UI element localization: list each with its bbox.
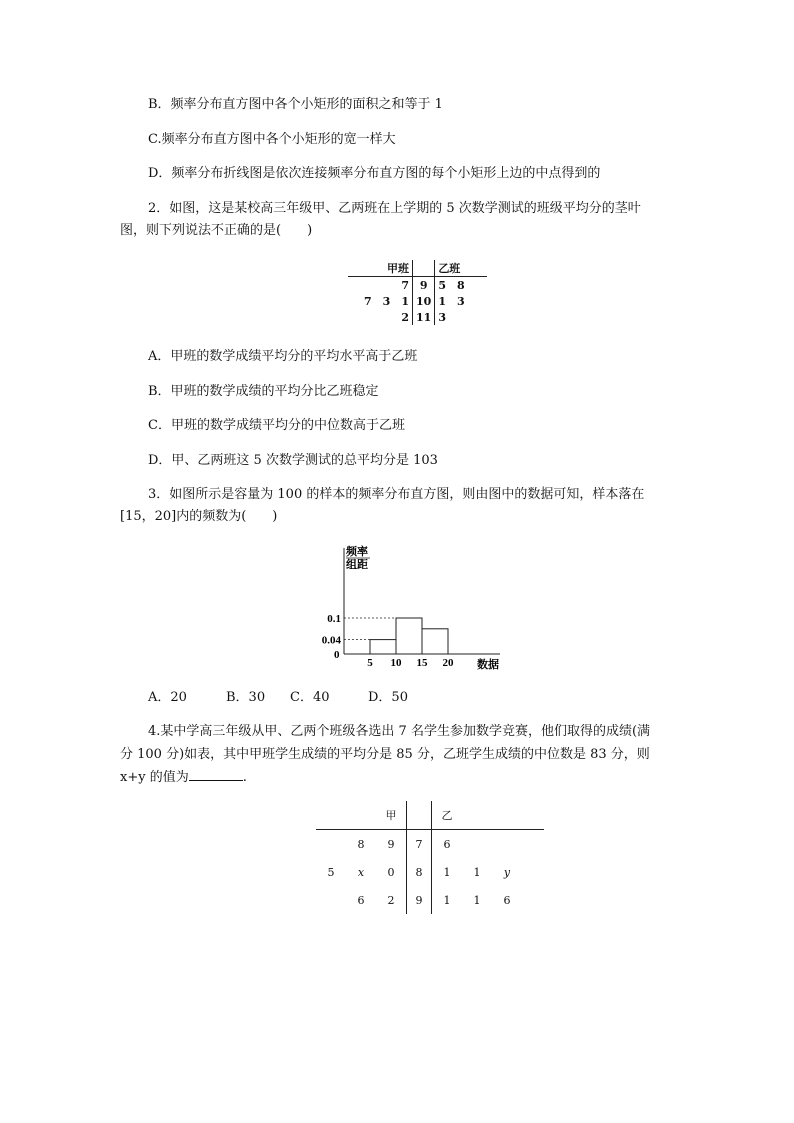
q2-option-c: C．甲班的数学成绩平均分的中位数高于乙班 bbox=[148, 418, 405, 433]
table-cell: 2 bbox=[387, 893, 395, 907]
stem-leaf-right-leaves: 1 3 bbox=[438, 295, 465, 308]
score-stem-leaf-table bbox=[316, 801, 544, 914]
table-cell: 8 bbox=[357, 837, 365, 851]
q4-stem-line3 bbox=[120, 768, 247, 786]
stem-leaf-stem: 9 bbox=[413, 277, 435, 294]
table-cell bbox=[492, 830, 522, 859]
stem-leaf-stem: 10 bbox=[413, 293, 435, 309]
x-tick-label: 15 bbox=[416, 657, 428, 669]
answer-blank bbox=[189, 768, 243, 781]
q4-line3-period: . bbox=[242, 770, 247, 785]
table-head-right: 乙 bbox=[432, 801, 463, 830]
table-stem: 9 bbox=[407, 886, 432, 914]
table-cell bbox=[316, 830, 346, 859]
q2-stem-line1: 2．如图，这是某校高三年级甲、乙两班在上学期的 5 次数学测试的班级平均分的茎叶 bbox=[148, 201, 641, 216]
histogram-bar bbox=[422, 629, 448, 654]
y-axis-label-top: 频率 bbox=[346, 546, 368, 558]
table-cell bbox=[316, 886, 346, 914]
stem-leaf-left-leaves: 7 3 1 bbox=[364, 295, 409, 308]
y-tick-label: 0.1 bbox=[327, 613, 341, 625]
table-cell: 6 bbox=[503, 893, 511, 907]
stem-leaf-right-leaves: 5 8 bbox=[438, 279, 465, 292]
q1-option-c: C.频率分布直方图中各个小矩形的宽一样大 bbox=[148, 132, 396, 147]
x-tick-label: 10 bbox=[390, 657, 402, 669]
table-cell: 6 bbox=[357, 893, 365, 907]
x-axis-label: 数据 bbox=[477, 659, 499, 670]
origin-label: 0 bbox=[334, 649, 340, 661]
stem-leaf-head-left: 甲班 bbox=[348, 260, 413, 277]
q3-option-c: C．40 bbox=[290, 690, 330, 705]
q1-option-b: B．频率分布直方图中各个小矩形的面积之和等于 1 bbox=[148, 97, 443, 112]
stem-leaf-head-right: 乙班 bbox=[435, 260, 488, 277]
stem-leaf-right-leaves: 3 bbox=[438, 310, 446, 324]
q4-line3-text: x+y 的值为 bbox=[120, 770, 189, 785]
table-cell: 1 bbox=[473, 893, 481, 907]
q2-option-b: B．甲班的数学成绩的平均分比乙班稳定 bbox=[148, 384, 379, 399]
table-cell: 1 bbox=[473, 865, 481, 879]
table-stem: 8 bbox=[407, 858, 432, 886]
table-cell: 1 bbox=[443, 893, 451, 907]
stem-leaf-left-leaves: 7 bbox=[401, 278, 409, 292]
x-tick-label: 20 bbox=[442, 657, 454, 669]
table-cell bbox=[462, 830, 492, 859]
q3-option-a: A．20 bbox=[148, 690, 187, 705]
x-tick-label: 5 bbox=[367, 657, 373, 669]
table-cell: 9 bbox=[387, 837, 395, 851]
q1-option-d: D．频率分布折线图是依次连接频率分布直方图的每个小矩形上边的中点得到的 bbox=[148, 166, 601, 181]
q4-stem-line2: 分 100 分)如表，其中甲班学生成绩的平均分是 85 分，乙班学生成绩的中位数是 83 分，则 bbox=[120, 747, 650, 762]
stem-leaf-stem: 11 bbox=[413, 309, 435, 325]
q4-stem-line1: 4.某中学高三年级从甲、乙两个班级各选出 7 名学生参加数学竞赛，他们取得的成绩(满 bbox=[148, 724, 651, 739]
frequency-histogram bbox=[318, 540, 508, 670]
y-axis-label-bottom: 组距 bbox=[346, 559, 368, 571]
stem-leaf-left-leaves: 2 bbox=[401, 310, 409, 324]
q3-option-d: D．50 bbox=[368, 690, 408, 705]
stem-leaf-plot bbox=[348, 260, 487, 325]
table-cell: 0 bbox=[387, 865, 395, 879]
histogram-bar bbox=[396, 618, 422, 654]
q3-option-b: B．30 bbox=[226, 690, 266, 705]
q3-stem-line2: [15，20]内的频数为( ) bbox=[120, 509, 278, 524]
table-cell: 1 bbox=[443, 865, 451, 879]
table-cell: 6 bbox=[443, 837, 451, 851]
table-cell: 5 bbox=[327, 865, 335, 879]
table-cell: y bbox=[503, 865, 511, 879]
q3-stem-line1: 3．如图所示是容量为 100 的样本的频率分布直方图，则由图中的数据可知，样本落在 bbox=[148, 487, 645, 502]
table-cell: x bbox=[357, 865, 365, 879]
q2-option-d: D．甲、乙两班这 5 次数学测试的总平均分是 103 bbox=[148, 453, 438, 468]
table-head-left: 甲 bbox=[376, 801, 407, 830]
histogram-bar bbox=[370, 640, 396, 654]
q2-stem-line2: 图，则下列说法不正确的是( ) bbox=[120, 223, 313, 238]
y-tick-label: 0.04 bbox=[321, 634, 341, 647]
table-stem: 7 bbox=[407, 830, 432, 859]
q2-option-a: A．甲班的数学成绩平均分的平均水平高于乙班 bbox=[148, 349, 418, 364]
